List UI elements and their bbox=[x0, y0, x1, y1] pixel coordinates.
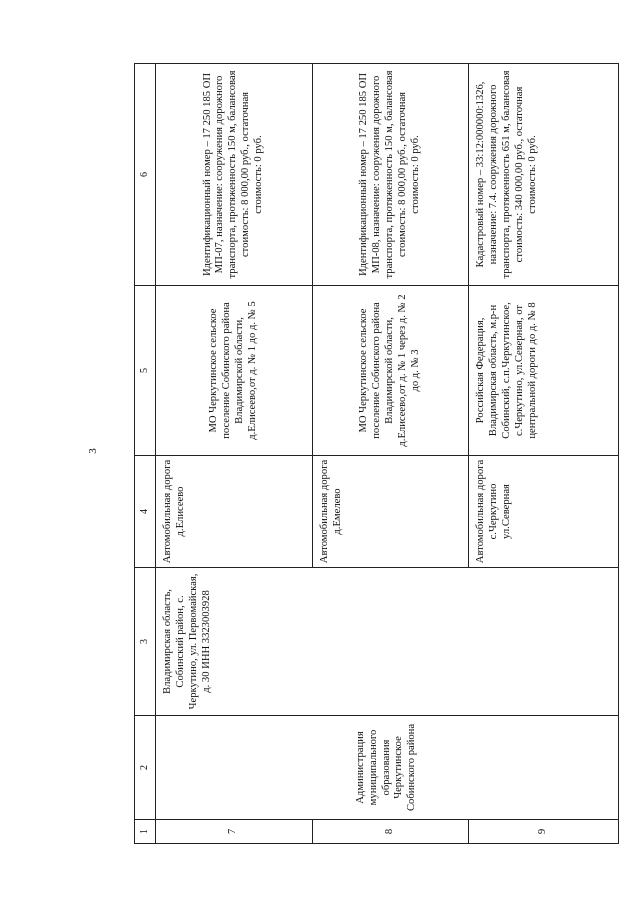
address-text: Владимирская область, Собинский район, с. Черкутино, ул. Первомайская, д. 30 ИНН 3323003928 bbox=[162, 573, 212, 710]
header-col-6: 6 bbox=[135, 64, 156, 286]
table-header-row bbox=[135, 64, 156, 844]
owner-text: Администрация муниципального образования Черкутинское Собинского района bbox=[354, 723, 418, 812]
location-cell: Российская Федерация, Владимирская область, м.р-н Собинский, с.п.Черкутинское, с.Черкутино, ул.Северная, от центральной дороги до д. № 8 bbox=[469, 286, 619, 456]
location-cell: МО Черкутинское сельское поселение Собинского района Владимирской области, д.Елисеево,от д. № 1 до д. № 5 bbox=[156, 286, 313, 456]
header-col-4: 4 bbox=[135, 456, 156, 568]
header-col-1: 1 bbox=[135, 820, 156, 844]
location-cell: МО Черкутинское сельское поселение Собинского района Владимирской области, д.Елисеево,от д. № 1 через д. № 2 до д. № 3 bbox=[312, 286, 469, 456]
object-name-cell: Автомобильная дорога д.Емелево bbox=[312, 456, 469, 568]
header-col-3: 3 bbox=[135, 568, 156, 716]
details-cell: Идентификационный номер – 17 250 185 ОП МП-08, назначение: сооружения дорожного транспорта, протяженность 150 м, балансовая стоимость: 8 000,00 руб., остаточная стоимость: 0 руб. bbox=[312, 64, 469, 286]
page-number: 3 bbox=[86, 448, 99, 454]
header-col-5: 5 bbox=[135, 286, 156, 456]
rotated-table-container bbox=[134, 64, 619, 844]
object-name-cell: Автомобильная дорога д.Елисеево bbox=[156, 456, 313, 568]
row-number: 9 bbox=[469, 820, 619, 844]
table-row bbox=[156, 64, 313, 844]
owner-cell bbox=[156, 716, 619, 820]
row-number: 7 bbox=[156, 820, 313, 844]
object-name-cell: Автомобильная дорога с.Черкутино ул.Северная bbox=[469, 456, 619, 568]
property-table bbox=[134, 63, 619, 844]
row-number: 8 bbox=[312, 820, 469, 844]
details-cell: Кадастровый номер – 33:12:000000:1326, назначение: 7.4. сооружения дорожного транспорта, протяженность 651 м, балансовая стоимость: 340 000,00 руб., остаточная стоимость: 0 руб. bbox=[469, 64, 619, 286]
header-col-2: 2 bbox=[135, 716, 156, 820]
details-cell: Идентификационный номер – 17 250 185 ОП МП-07, назначение: сооружения дорожного транспорта, протяженность 150 м, балансовая стоимость: 8 000,00 руб., остаточная стоимость: 0 руб. bbox=[156, 64, 313, 286]
address-cell bbox=[156, 568, 619, 716]
